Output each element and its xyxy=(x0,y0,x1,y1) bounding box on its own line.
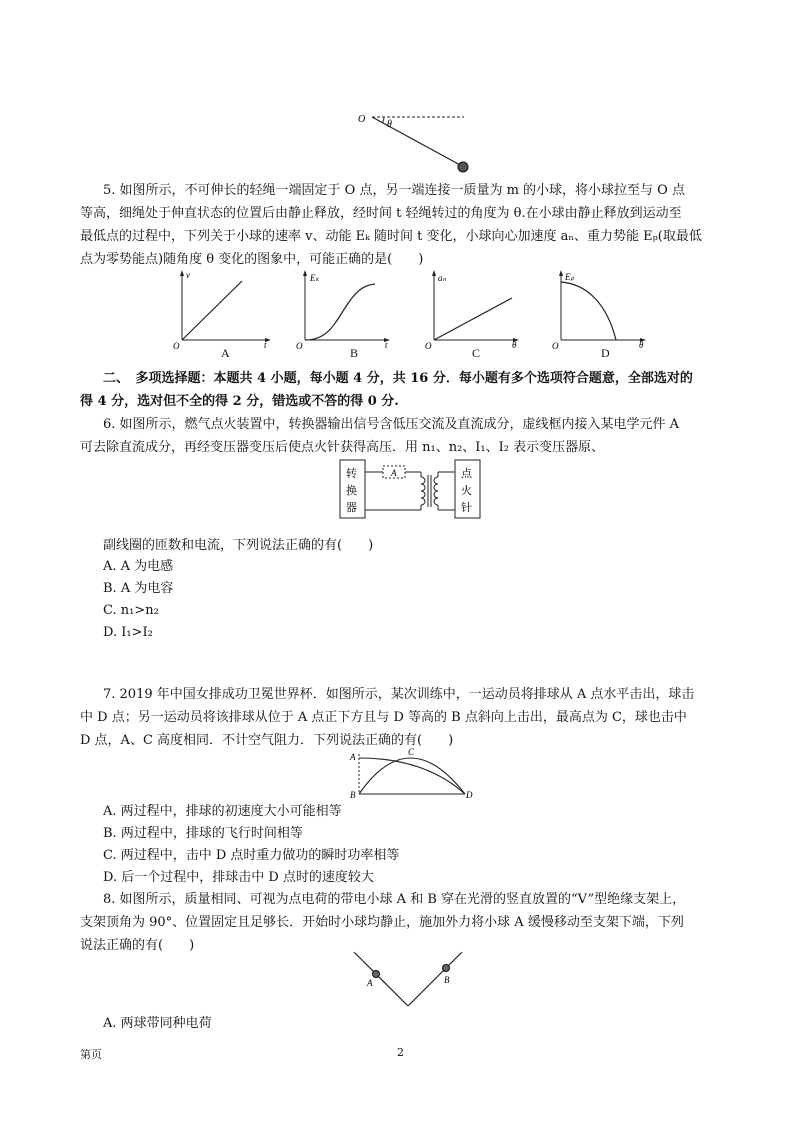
graph-b xyxy=(293,268,403,350)
graph-a-origin: O xyxy=(173,341,180,350)
point-o-label: O xyxy=(358,114,366,125)
graph-b-x-label: t xyxy=(385,340,388,350)
graph-a-x-label: t xyxy=(264,340,267,350)
ball-a-label: A xyxy=(367,978,373,988)
graph-a-y-label: v xyxy=(186,270,190,280)
ball-a xyxy=(373,971,380,978)
q7-line-2: 中 D 点；另一运动员将该排球从位于 A 点正下方且与 D 等高的 B 点斜向上击出，最高点为 C，球也击中 xyxy=(80,710,687,725)
q5-line-2: 等高，细绳处于伸直状态的位置后由静止释放，经时间 t 轻绳转过的角度为 θ.在小球由静止释放到运动至 xyxy=(80,206,682,221)
graph-b-curve xyxy=(305,284,375,340)
converter-char-3: 器 xyxy=(346,502,357,514)
graph-d-y-label: Eₚ xyxy=(565,272,575,282)
trajectory-from-b xyxy=(359,758,465,794)
q7-option-b: B. 两过程中，排球的飞行时间相等 xyxy=(103,826,303,841)
q8-option-a: A. 两球带同种电荷 xyxy=(103,1016,212,1031)
graph-c-curve xyxy=(434,298,512,340)
converter-char-1: 转 xyxy=(346,468,357,480)
point-c-label: C xyxy=(408,748,415,757)
graph-a xyxy=(170,268,280,350)
ball-b-label: B xyxy=(444,975,450,985)
q6-option-d: D. I₁>I₂ xyxy=(103,625,153,640)
point-a-label: A xyxy=(350,752,356,762)
igniter-char-3: 针 xyxy=(461,502,472,514)
graph-d xyxy=(549,268,659,350)
element-a-label: A xyxy=(391,468,397,478)
q7-option-a: A. 两过程中，排球的初速度大小可能相等 xyxy=(103,804,342,819)
theta-label: θ xyxy=(387,119,392,130)
graph-d-curve xyxy=(561,282,616,340)
pendulum-figure xyxy=(350,108,480,180)
point-d-label: D xyxy=(466,790,473,800)
section2-line-2: 得 4 分，选对但不全的得 2 分，错选或不答的得 0 分. xyxy=(80,394,399,409)
graph-b-y-label: Eₖ xyxy=(310,273,320,283)
igniter-char-1: 点 xyxy=(461,468,472,480)
graph-a-curve xyxy=(182,281,242,340)
q5-line-3: 最低点的过程中，下列关于小球的速率 v、动能 Eₖ 随时间 t 变化，小球向心加速度 aₙ、重力势能 Eₚ(取最低 xyxy=(80,229,702,244)
q7-option-d: D. 后一个过程中，排球击中 D 点时的速度较大 xyxy=(103,870,374,885)
q6-option-a: A. A 为电感 xyxy=(103,559,174,574)
q7-line-3: D 点，A、C 高度相同．不计空气阻力．下列说法正确的有( ) xyxy=(80,733,454,748)
q8-line-3: 说法正确的有( ) xyxy=(80,938,195,953)
q8-line-2: 支架顶角为 90°、位置固定且足够长．开始时小球均静止，施加外力将小球 A 缓慢移动至支架下端，下列 xyxy=(80,915,684,930)
graph-c-x-label: θ xyxy=(512,340,517,350)
graph-c xyxy=(422,268,532,350)
graph-c-origin: O xyxy=(425,341,432,350)
q6-option-c: C. n₁>n₂ xyxy=(103,603,159,618)
q7-line-1: 7. 2019 年中国女排成功卫冕世界杯．如图所示，某次训练中，一运动员将排球从 A 点水平击出，球击 xyxy=(103,687,695,702)
ignition-circuit-figure xyxy=(335,458,485,522)
q5-line-4: 点为零势能点)随角度 θ 变化的图象中，可能正确的是( ) xyxy=(80,252,424,267)
footer-label: 第页 xyxy=(80,1048,102,1061)
q6-stem-2: 副线圈的匝数和电流，下列说法正确的有( ) xyxy=(103,538,374,553)
graph-b-caption: B xyxy=(350,346,359,360)
section2-line-1: 二、 多项选择题：本题共 4 小题，每小题 4 分，共 16 分．每小题有多个选项符合题意，全部选对的 xyxy=(103,371,693,386)
q8-line-1: 8. 如图所示，质量相同、可视为点电荷的带电小球 A 和 B 穿在光滑的竖直放置的“V”型绝缘支架上， xyxy=(103,892,686,907)
ball-b xyxy=(443,965,450,972)
graph-d-x-label: θ xyxy=(639,340,644,350)
v-support-figure xyxy=(346,948,472,1016)
trajectory-figure xyxy=(345,748,485,800)
q6-line-2: 可去除直流成分，再经变压器变压后使点火针获得高压．用 n₁、n₂、I₁、I₂ 表示变压器原、 xyxy=(80,440,605,455)
q5-line-1: 5. 如图所示，不可伸长的轻绳一端固定于 O 点，另一端连接一质量为 m 的小球，将小球拉至与 O 点 xyxy=(103,183,685,198)
secondary-coil xyxy=(434,477,438,505)
converter-char-2: 换 xyxy=(346,485,357,497)
graph-d-caption: D xyxy=(601,346,610,360)
graph-a-caption: A xyxy=(221,346,230,360)
q6-option-b: B. A 为电容 xyxy=(103,581,174,596)
igniter-char-2: 火 xyxy=(461,485,472,497)
graph-c-caption: C xyxy=(472,346,481,360)
page-number: 2 xyxy=(397,1046,404,1059)
q7-option-c: C. 两过程中，击中 D 点时重力做功的瞬时功率相等 xyxy=(103,848,400,863)
primary-coil xyxy=(421,477,425,505)
point-b-label: B xyxy=(350,790,356,800)
graph-c-y-label: aₙ xyxy=(438,273,447,283)
graph-d-origin: O xyxy=(552,341,559,350)
q6-line-1: 6. 如图所示，燃气点火装置中，转换器输出信号含低压交流及直流成分，虚线框内接入某电学元件 A xyxy=(103,417,680,432)
graph-b-origin: O xyxy=(296,341,303,350)
